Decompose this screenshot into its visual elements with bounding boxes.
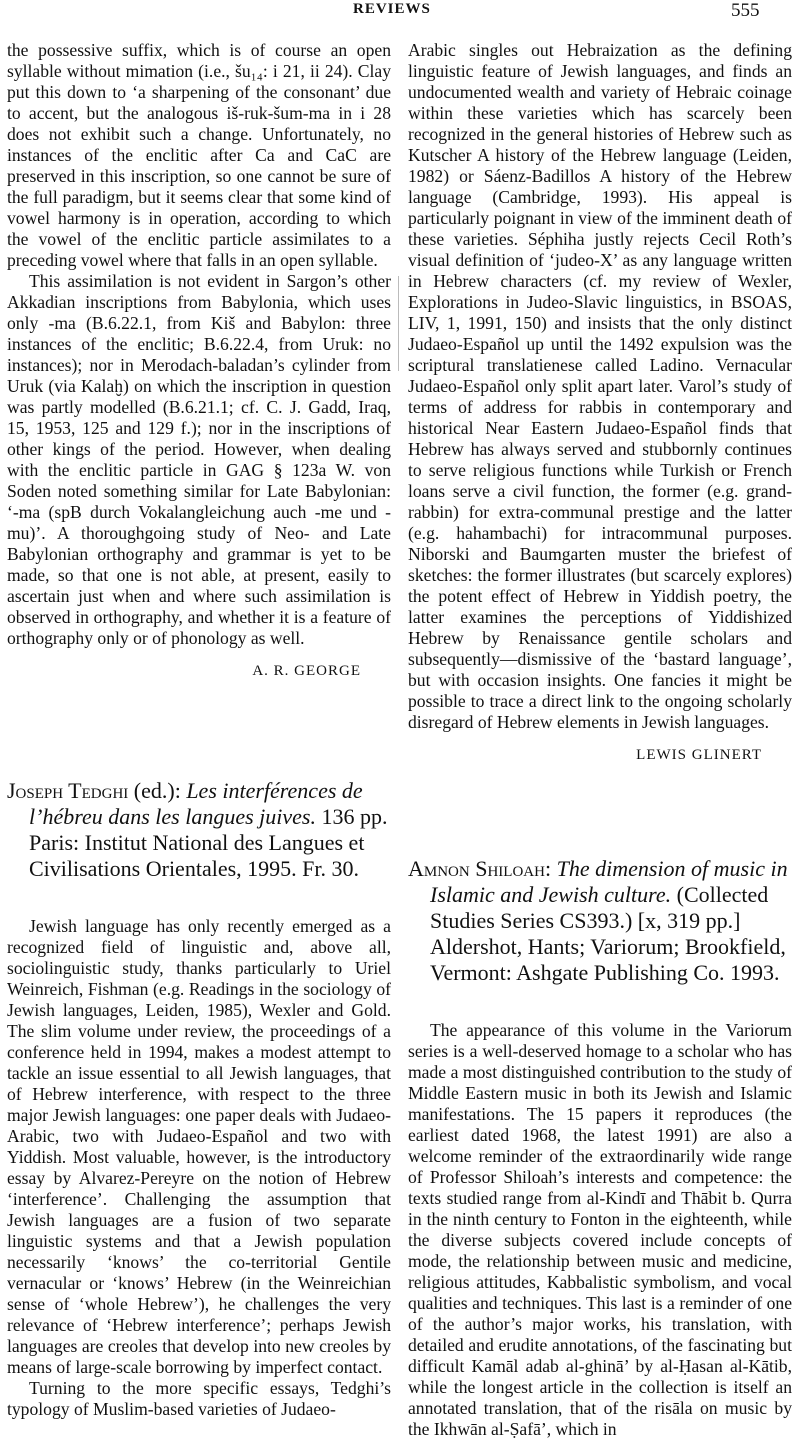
page-number: 555 — [731, 0, 760, 21]
review-heading — [408, 856, 792, 986]
review-author: Amnon Shiloah — [408, 856, 545, 881]
review-author: Joseph Tedghi — [7, 778, 129, 803]
reviewer-signature: A. R. GEORGE — [252, 663, 361, 679]
review-heading — [7, 778, 391, 882]
review-publication: (Collected Studies Series CS393.) [x, 319 pp.] Aldershot, Hants; Variorum; Brookfield, Vermont: Ashgate Publishing Co. 1993. — [430, 882, 786, 985]
review-publication: 136 pp. Paris: Institut National des Langues et Civilisations Orientales, 1995. Fr. 30. — [29, 804, 388, 881]
paragraph: Turning to the more specific essays, Tedghi’s typology of Muslim-based varieties of Judaeo- — [7, 1378, 391, 1419]
review-colon: : — [544, 856, 557, 881]
review-title: The dimension of music in Islamic and Jewish culture. — [430, 856, 788, 907]
left-column — [7, 40, 391, 1420]
paragraph: This assimilation is not evident in Sargon’s other Akkadian inscriptions from Babylonia, which uses only -ma (B.6.22.1, from Kiš and Babylon: three instances of the enclitic; B.6.22.4, from Uruk: no instances); nor in Merodach-baladan’s cylinder from Uruk (via Kalaḫ) on which the inscription in question was partly modelled (B.6.21.1; cf. C. J. Gadd, Iraq, 15, 1953, 125 and 129 f.); nor in the inscriptions of other kings of the period. However, when dealing with the enclitic particle in GAG § 123a W. von Soden noted something similar for Late Babylonian: ‘-ma (spB durch Vokalangleichung auch -me und -mu)’. A thoroughgoing study of Neo- and Late Babylonian orthography and grammar is yet to be made, so that one is not able, at present, easily to ascertain just when and where such assimilation is observed in orthography, and whether it is a feature of orthography only or of phonology as well. — [7, 271, 391, 648]
reviewer-signature: LEWIS GLINERT — [636, 747, 762, 763]
paragraph: Jewish language has only recently emerged as a recognized field of linguistic and, above all, sociolinguistic study, thanks particularly to Uriel Weinreich, Fishman (e.g. Readings in the sociology of Jewish languages, Leiden, 1985), Wexler and Gold. The slim volume under review, the proceedings of a conference held in 1994, makes a modest attempt to tackle an issue essential to all Jewish languages, that of Hebrew interference, with respect to the three major Jewish languages: one paper deals with Judaeo-Arabic, two with Judaeo-Español and two with Yiddish. Most valuable, however, is the introductory essay by Alvarez-Pereyre on the notion of Hebrew ‘interference’. Challenging the assumption that Jewish languages are a fusion of two separate linguistic systems and that a Jewish population necessarily ‘knows’ the co-territorial Gentile vernacular or ‘knows’ Hebrew (in the Weinreichian sense of ‘whole Hebrew’), he challenges the very relevance of ‘Hebrew interference’; perhaps Jewish languages are creoles that develop into new creoles by means of large-scale borrowing by imperfect contact. — [7, 916, 391, 1377]
running-title: REVIEWS — [353, 1, 431, 17]
column-rule — [398, 276, 399, 371]
paragraph: the possessive suffix, which is of course an open syllable without mimation (i.e., šu₁₄: i 21, ii 24). Clay put this down to ‘a sharpening of the consonant’ due to accent, but the analogous iš-ruk-šum-ma in i 28 does not exhibit such a change. Unfortunately, no instances of the enclitic after Ca and CaC are preserved in this inscription, so one cannot be sure of the full paradigm, but it seems clear that some kind of vowel harmony is in operation, according to which the vowel of the enclitic particle assimilates to a preceding vowel where that falls in an open syllable. — [7, 40, 391, 270]
paragraph: The appearance of this volume in the Variorum series is a well-deserved homage to a scholar who has made a most distinguished contribution to the study of Middle Eastern music in both its Jewish and Islamic manifestations. The 15 papers it reproduces (the earliest dated 1968, the latest 1991) are also a welcome reminder of the extraordinarily wide range of Professor Shiloah’s interests and competence: the texts studied range from al-Kindī and Thābit b. Qurra in the ninth century to Fonton in the eighteenth, while the diverse subjects covered include concepts of mode, the relationship between music and medicine, religious attitudes, Kabbalistic symbolism, and vocal qualities and techniques. This last is a reminder of one of the author’s major works, his translation, with detailed and erudite annotations, of the fascinating but difficult Kamāl adab al-ghinā’ by al-Ḥasan al-Kātib, while the longest article in the collection is itself an annotated translation, that of the risāla on music by the Ikhwān al-Ṣafā’, which in — [408, 1020, 792, 1439]
review-title: Les interférences de l’hébreu dans les langues juives. — [29, 778, 363, 829]
right-column — [408, 40, 792, 1440]
paragraph: Arabic singles out Hebraization as the defining linguistic feature of Jewish languages, and finds an undocumented wealth and variety of Hebraic coinage within these varieties which has scarcely been recognized in the general histories of Hebrew such as Kutscher A history of the Hebrew language (Leiden, 1982) or Sáenz-Badillos A history of the Hebrew language (Cambridge, 1993). His appeal is particularly poignant in view of the imminent death of these varieties. Séphiha justly rejects Cecil Roth’s visual definition of ‘judeo-X’ as any language written in Hebrew characters (cf. my review of Wexler, Explorations in Judeo-Slavic linguistics, in BSOAS, LIV, 1, 1991, 150) and insists that the only distinct Judaeo-Español up until the 1492 expulsion was the scriptural translatienese called Ladino. Vernacular Judaeo-Español only split apart later. Varol’s study of terms of address for rabbis in contemporary and historical Near Eastern Judaeo-Español finds that Hebrew has always served and stubbornly continues to serve religious functions while Turkish or French loans serve a civil function, the former (e.g. grand-rabbin) for extra-communal prestige and the latter (e.g. hahambachi) for intracommunal purposes. Niborski and Baumgarten muster the briefest of sketches: the former illustrates (but scarcely explores) the potent effect of Hebrew in Yiddish poetry, the latter examines the perceptions of Yiddishized Hebrew by Renaissance gentile scholars and subsequently—dismissive of the ‘bastard language’, but with occasion insights. One fancies it might be possible to trace a direct link to the ongoing scholarly disregard of Hebrew elements in Jewish languages. — [408, 40, 792, 732]
running-header — [0, 0, 800, 22]
review-ed: (ed.): — [128, 778, 187, 803]
